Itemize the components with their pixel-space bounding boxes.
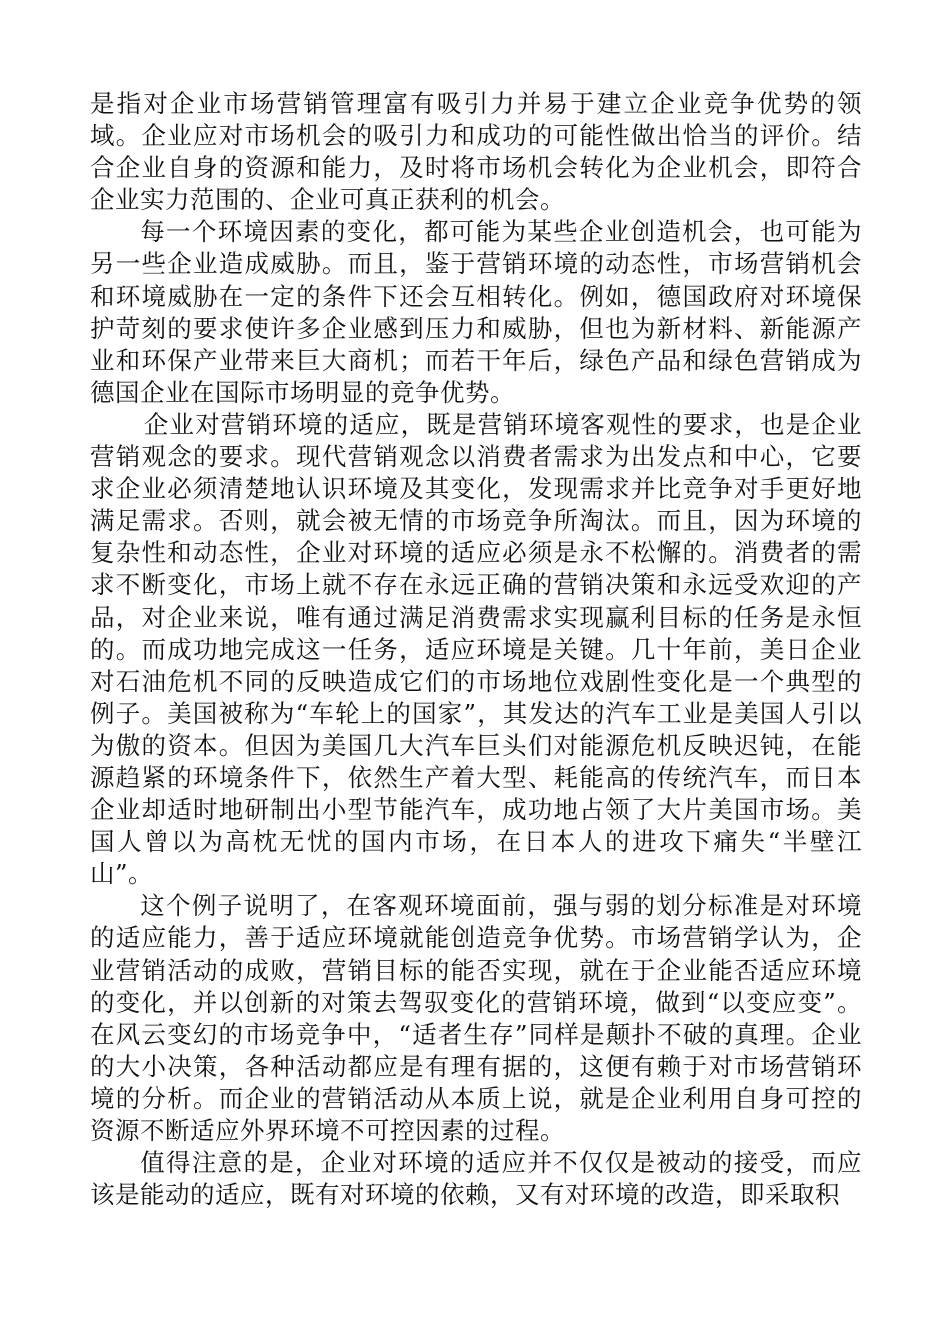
document-body bbox=[90, 88, 862, 1211]
paragraph-4: 这个例子说明了，在客观环境面前，强与弱的划分标准是对环境的适应能力，善于适应环境就能创造竞争优势。市场营销学认为，企业营销活动的成败，营销目标的能否实现，就在于企业能否适应环境的变化，并以创新的对策去驾驭变化的营销环境，做到“以变应变”。在风云变幻的市场竞争中，“适者生存”同样是颠扑不破的真理。企业的大小决策，各种活动都应是有理有据的，这便有赖于对市场营销环境的分析。而企业的营销活动从本质上说，就是企业利用自身可控的资源不断适应外界环境不可控因素的过程。 bbox=[90, 891, 862, 1145]
paragraph-2: 每一个环境因素的变化，都可能为某些企业创造机会，也可能为另一些企业造成威胁。而且，鉴于营销环境的动态性，市场营销机会和环境威胁在一定的条件下还会互相转化。例如，德国政府对环境保护苛刻的要求使许多企业感到压力和威胁，但也为新材料、新能源产业和环保产业带来巨大商机；而若干年后，绿色产品和绿色营销成为德国企业在国际市场明显的竞争优势。 bbox=[90, 217, 862, 407]
paragraph-5: 值得注意的是，企业对环境的适应并不仅仅是被动的接受，而应该是能动的适应，既有对环境的依赖，又有对环境的改造，即采取积 bbox=[90, 1148, 862, 1210]
paragraph-3: 企业对营销环境的适应，既是营销环境客观性的要求，也是企业营销观念的要求。现代营销观念以消费者需求为出发点和中心，它要求企业必须清楚地认识环境及其变化，发现需求并比竞争对手更好地满足需求。否则，就会被无情的市场竞争所淘汰。而且，因为环境的复杂性和动态性，企业对环境的适应必须是永不松懈的。消费者的需求不断变化，市场上就不存在永远正确的营销决策和永远受欢迎的产品，对企业来说，唯有通过满足消费需求实现赢利目标的任务是永恒的。而成功地完成这一任务，适应环境是关键。几十年前，美日企业对石油危机不同的反映造成它们的市场地位戏剧性变化是一个典型的例子。美国被称为“车轮上的国家”，其发达的汽车工业是美国人引以为傲的资本。但因为美国几大汽车巨头们对能源危机反映迟钝，在能源趋紧的环境条件下，依然生产着大型、耗能高的传统汽车，而日本企业却适时地研制出小型节能汽车，成功地占领了大片美国市场。美国人曾以为高枕无忧的国内市场，在日本人的进攻下痛失“半壁江山”。 bbox=[90, 409, 862, 889]
paragraph-1: 是指对企业市场营销管理富有吸引力并易于建立企业竞争优势的领域。企业应对市场机会的吸引力和成功的可能性做出恰当的评价。结合企业自身的资源和能力，及时将市场机会转化为企业机会，即符合企业实力范围的、企业可真正获利的机会。 bbox=[90, 89, 862, 215]
